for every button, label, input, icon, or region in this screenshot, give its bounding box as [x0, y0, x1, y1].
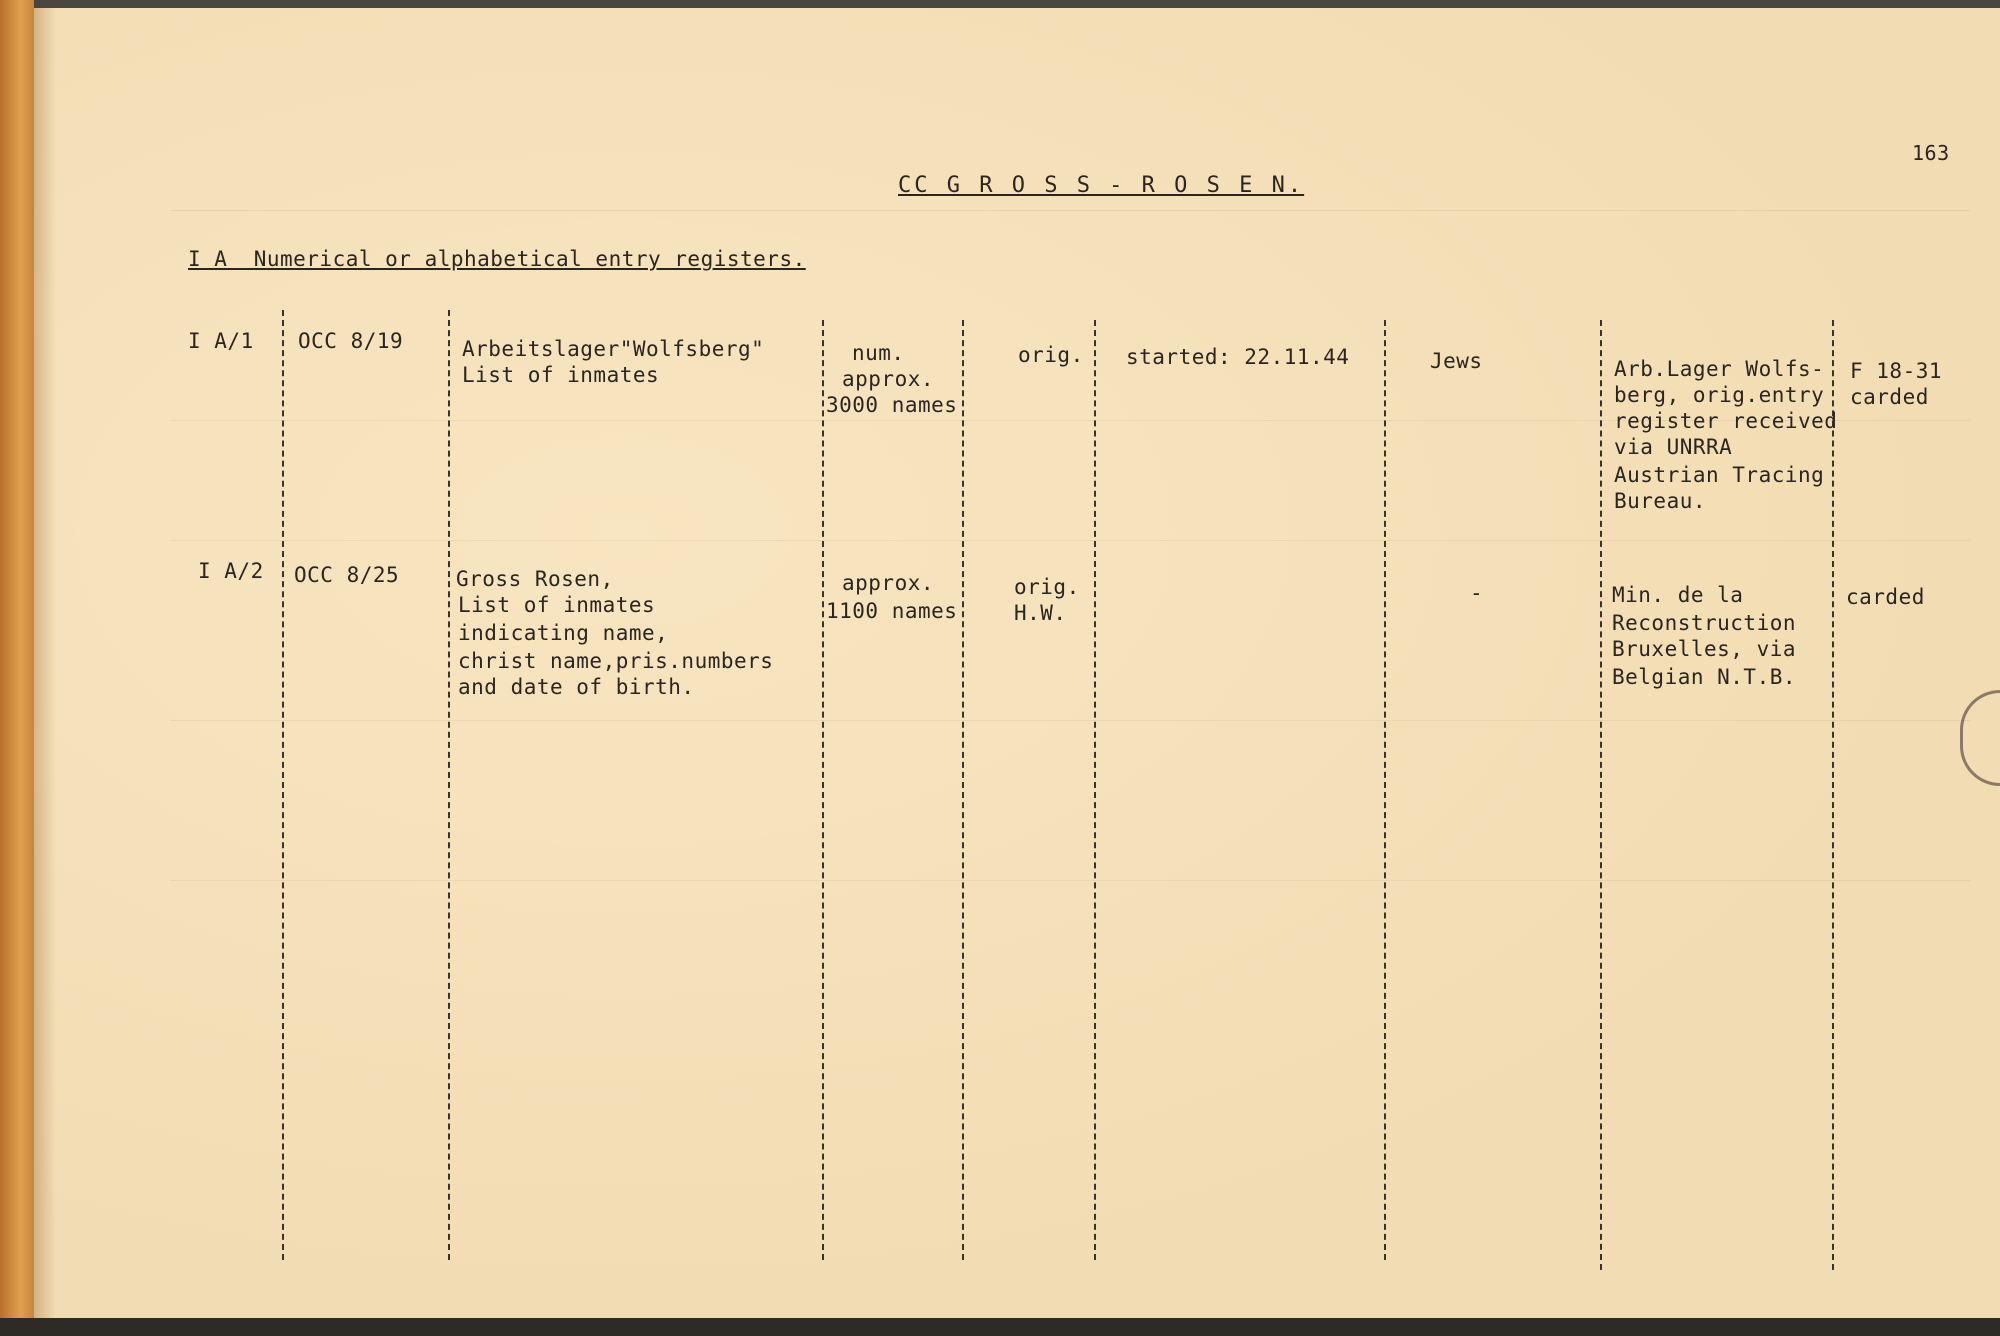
- page-number: 163: [1912, 141, 1950, 165]
- row-source-line: register received: [1614, 409, 1838, 433]
- row-source-line: Austrian Tracing: [1614, 463, 1825, 487]
- row-description-line: indicating name,: [458, 621, 669, 645]
- row-source-line: Bureau.: [1614, 489, 1707, 513]
- row-form: orig.: [1018, 343, 1084, 367]
- row-form-line: H.W.: [1014, 601, 1067, 625]
- column-divider: [962, 320, 964, 1260]
- row-description-line: List of inmates: [462, 363, 660, 387]
- scanner-bottom-edge: [0, 1318, 2000, 1336]
- row-category: -: [1470, 581, 1484, 605]
- row-count-line: num.: [852, 341, 905, 365]
- row-code: OCC 8/25: [294, 563, 400, 587]
- row-description-line: christ name,pris.numbers: [458, 649, 774, 673]
- row-status-line: F 18-31: [1850, 359, 1943, 383]
- row-category: Jews: [1430, 349, 1483, 373]
- book-binding: [0, 0, 34, 1336]
- column-divider: [1384, 320, 1386, 1260]
- column-divider: [1094, 320, 1096, 1260]
- row-source-line: via UNRRA: [1614, 435, 1733, 459]
- row-description-line: Arbeitslager"Wolfsberg": [462, 337, 765, 361]
- row-status-line: carded: [1846, 585, 1925, 609]
- row-description-line: Gross Rosen,: [456, 567, 614, 591]
- row-status-line: carded: [1850, 385, 1929, 409]
- row-code: OCC 8/19: [298, 329, 404, 353]
- row-source-line: Belgian N.T.B.: [1612, 665, 1797, 689]
- row-ref: I A/1: [188, 329, 254, 353]
- row-description-line: List of inmates: [458, 593, 656, 617]
- row-source-line: Min. de la: [1612, 583, 1744, 607]
- row-dates: started: 22.11.44: [1126, 345, 1350, 369]
- row-count-line: 3000 names: [826, 393, 958, 417]
- column-divider: [822, 320, 824, 1260]
- row-description-line: and date of birth.: [458, 675, 695, 699]
- row-source-line: Arb.Lager Wolfs-: [1614, 357, 1825, 381]
- row-form-line: orig.: [1014, 575, 1080, 599]
- row-ref: I A/2: [198, 559, 264, 583]
- section-heading: I A Numerical or alphabetical entry registers.: [188, 247, 806, 271]
- page-title: CC G R O S S - R O S E N.: [898, 173, 1305, 198]
- row-source-line: Bruxelles, via: [1612, 637, 1797, 661]
- column-divider: [1832, 320, 1834, 1270]
- column-divider: [282, 310, 284, 1260]
- row-count-line: 1100 names: [826, 599, 958, 623]
- row-source-line: berg, orig.entry: [1614, 383, 1825, 407]
- column-divider: [448, 310, 450, 1260]
- page-shadow: [34, 8, 56, 1320]
- column-divider: [1600, 320, 1602, 1270]
- row-count-line: approx.: [842, 367, 935, 391]
- row-source-line: Reconstruction: [1612, 611, 1797, 635]
- row-count-line: approx.: [842, 571, 935, 595]
